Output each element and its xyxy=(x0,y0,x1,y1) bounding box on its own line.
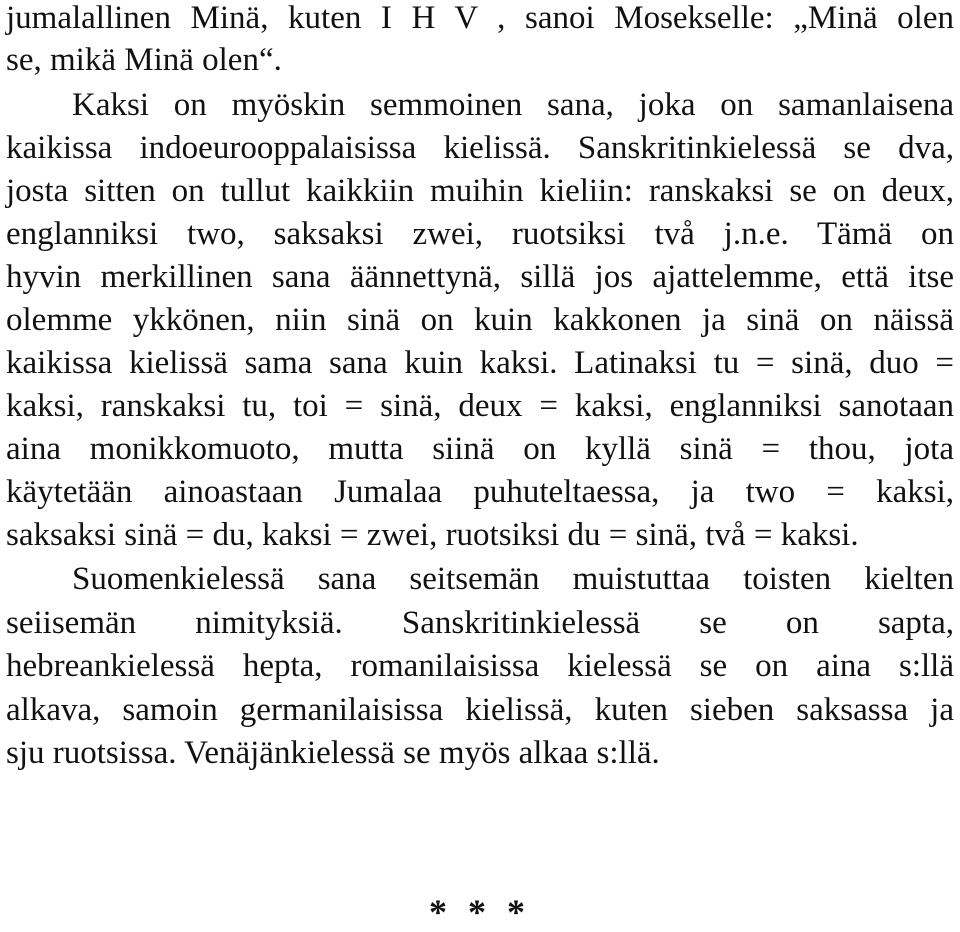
text-line: josta sitten on tullut kaikkiin muihin kieliin: ranskaksi se on deux, xyxy=(6,173,954,209)
text-line: olemme ykkönen, niin sinä on kuin kakkonen ja sinä on näissä xyxy=(6,302,954,338)
text-line: seiisemän nimityksiä. Sanskritinkielessä se on sapta, xyxy=(6,605,954,641)
text-line: se, mikä Minä olen“. xyxy=(6,42,282,78)
text-line: hebreankielessä hepta, romanilaisissa kielessä se on aina s:llä xyxy=(6,648,954,684)
paragraph-first-line: Kaksi on myöskin semmoinen sana, joka on samanlaisena xyxy=(72,87,954,123)
text-line: aina monikkomuoto, mutta siinä on kyllä sinä = thou, jota xyxy=(6,431,954,467)
text-line: kaikissa indoeurooppalaisissa kielissä. Sanskritinkielessä se dva, xyxy=(6,130,954,166)
text-line: alkava, samoin germanilaisissa kielissä, kuten sieben saksassa ja xyxy=(6,692,954,728)
text-line: kaikissa kielissä sama sana kuin kaksi. Latinaksi tu = sinä, duo = xyxy=(6,345,954,381)
text-line: hyvin merkillinen sana äännettynä, sillä jos ajattelemme, että itse xyxy=(6,259,954,295)
text-line: sju ruotsissa. Venäjänkielessä se myös alkaa s:llä. xyxy=(6,735,660,771)
text-line: englanniksi two, saksaksi zwei, ruotsiksi två j.n.e. Tämä on xyxy=(6,216,954,252)
text-line: jumalallinen Minä, kuten I H V , sanoi Mosekselle: „Minä olen xyxy=(6,0,954,36)
section-divider-asterisks: * * * xyxy=(429,892,531,932)
text-line: käytetään ainoastaan Jumalaa puhuteltaessa, ja two = kaksi, xyxy=(6,474,954,510)
text-line: kaksi, ranskaksi tu, toi = sinä, deux = kaksi, englanniksi sanotaan xyxy=(6,388,954,424)
text-line: saksaksi sinä = du, kaksi = zwei, ruotsiksi du = sinä, två = kaksi. xyxy=(6,517,859,553)
paragraph-first-line: Suomenkielessä sana seitsemän muistuttaa toisten kielten xyxy=(72,561,954,597)
